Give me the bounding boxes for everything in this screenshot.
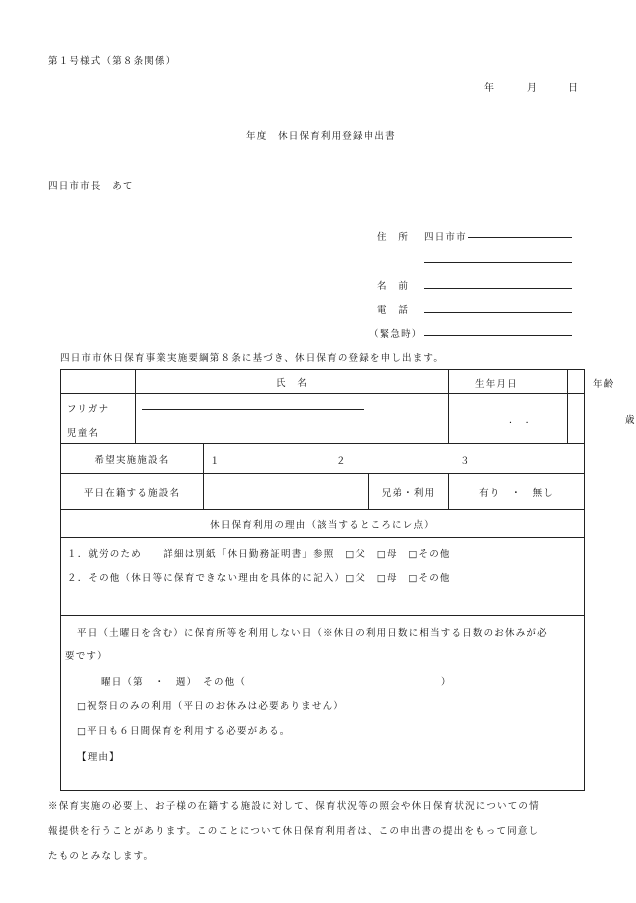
form-number: 第１号様式（第８条関係）	[48, 56, 177, 67]
address-prefix: 四日市市	[424, 232, 467, 243]
child-name-cell[interactable]	[136, 394, 449, 444]
footnote-line-1: ※保育実施の必要上、お子様の在籍する施設に対して、保育状況等の照会や休日保育状況についての情	[48, 801, 540, 812]
option-holiday-only[interactable]: □祝祭日のみの利用（平日のお休みは必要ありません）	[77, 700, 344, 712]
name-label: 名 前	[377, 281, 410, 292]
addressee: 四日市市長 あて	[48, 181, 134, 192]
application-table	[60, 369, 636, 791]
child-name-label: 児童名	[67, 427, 100, 439]
date-year-label: 年	[484, 83, 496, 94]
birth-date-dots: ． ．	[509, 414, 537, 426]
phone-label: 電 話	[377, 305, 410, 316]
child-label-cell	[61, 394, 136, 444]
facility-choice-3: ３	[460, 455, 471, 467]
col-header-birth	[449, 370, 615, 394]
birth-age-divider-2	[567, 394, 568, 444]
sibling-options[interactable]: 有り ・ 無し	[449, 474, 585, 510]
furigana-line	[142, 409, 364, 410]
emergency-line[interactable]	[424, 335, 572, 336]
reason-option-other[interactable]: ２．その他（休日等に保育できない理由を具体的に記入）□父 □母 □その他	[67, 572, 451, 584]
facility-choices-cell[interactable]	[204, 444, 585, 474]
col-header-age: 年齢	[593, 378, 615, 390]
reason-option-work[interactable]: １．就労のため 詳細は別紙「休日勤務証明書」参照 □父 □母 □その他	[67, 548, 451, 560]
birth-age-divider	[567, 370, 568, 393]
col-header-name: 氏 名	[136, 370, 449, 394]
date-month-label: 月	[527, 83, 539, 94]
footnote-line-3: たものとみなします。	[48, 851, 155, 862]
footnote-line-2: 報提供を行うことがあります。このことについて休日保育利用者は、この申出書の提出をもって同意し	[48, 826, 540, 837]
weekday-facility-input[interactable]	[204, 474, 369, 510]
weekday-day-field[interactable]: 曜日（第 ・ 週） その他（	[101, 676, 247, 688]
reason-label: 【理由】	[77, 751, 120, 763]
page-title: 年度 休日保育利用登録申出書	[246, 131, 396, 142]
sibling-label: 兄弟・利用	[369, 474, 449, 510]
date-day-label: 日	[568, 83, 580, 94]
facility-choice-2: ２	[336, 455, 347, 467]
reason-header: 休日保育利用の理由（該当するところにレ点）	[61, 510, 585, 538]
facility-choice-1: １	[210, 455, 221, 467]
furigana-label: フリガナ	[67, 403, 110, 415]
facility-label: 希望実施施設名	[61, 444, 204, 474]
weekday-note-line-1: 平日（土曜日を含む）に保育所等を利用しない日（※休日の利用日数に相当する日数のお休みが必	[77, 627, 548, 639]
name-line[interactable]	[424, 288, 572, 289]
address-label: 住 所	[377, 232, 410, 243]
reason-options-cell[interactable]	[61, 538, 585, 616]
weekday-off-cell[interactable]	[61, 616, 585, 791]
address-line-2[interactable]	[424, 262, 572, 263]
emergency-label: （緊急時）	[369, 329, 423, 340]
col-header-birth-label: 生年月日	[475, 378, 518, 390]
age-unit: 歳	[625, 414, 636, 426]
weekday-day-close: ）	[441, 676, 452, 688]
phone-line[interactable]	[424, 312, 572, 313]
birth-age-cell[interactable]	[449, 394, 636, 444]
option-six-days[interactable]: □平日も６日間保育を利用する必要がある。	[77, 725, 291, 737]
statement: 四日市市休日保育事業実施要綱第８条に基づき、休日保育の登録を申し出ます。	[60, 353, 445, 364]
weekday-note-line-2: 要です）	[65, 650, 108, 662]
corner-cell	[61, 370, 136, 394]
address-line-1[interactable]	[468, 237, 572, 238]
weekday-facility-label: 平日在籍する施設名	[61, 474, 204, 510]
